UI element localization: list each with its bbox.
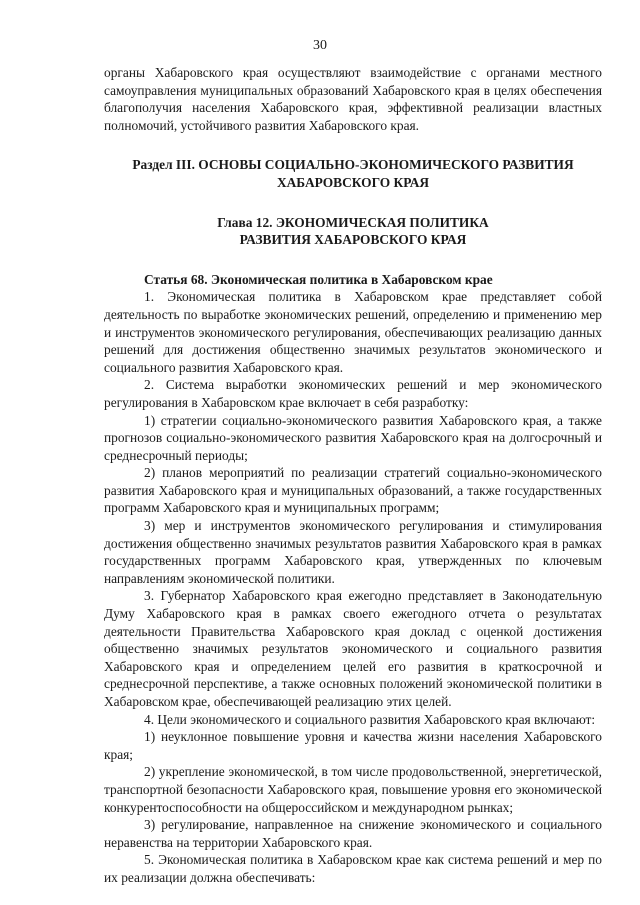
article-paragraph-2-item-3: 3) мер и инструментов экономического регулирования и стимулирования достижения общественно значимых результатов развития Хабаровского края в рамках государственных программ Хабаровского края, утвержденных по ключевым направлениям экономической политики. bbox=[104, 518, 602, 586]
article-paragraph-1: 1. Экономическая политика в Хабаровском крае представляет собой деятельность по выработке экономических решений, определению и применению мер и инструментов экономического регулирования, обеспечивающих реализацию данных решений для достижения общественно значимых результатов экономического и социального развития Хабаровского края. bbox=[104, 289, 602, 375]
article-paragraph-2-item-1: 1) стратегии социально-экономического развития Хабаровского края, а также прогнозов социально-экономического развития Хабаровского края на долгосрочный и среднесрочный периоды; bbox=[104, 412, 602, 463]
document-body bbox=[104, 64, 602, 887]
section-heading bbox=[104, 156, 602, 191]
article-paragraph-4-item-2: 2) укрепление экономической, в том числе продовольственной, энергетической, транспортной безопасности Хабаровского края, повышение уровня его экономической конкурентоспособности на общероссийском и международном рынках; bbox=[104, 764, 602, 815]
article-title: Статья 68. Экономическая политика в Хабаровском крае bbox=[144, 271, 493, 287]
article-paragraph-5: 5. Экономическая политика в Хабаровском крае как система решений и мер по их реализации должна обеспечивать: bbox=[104, 852, 602, 885]
article-paragraph-2: 2. Система выработки экономических решений и мер экономического регулирования в Хабаровском крае включает в себя разработку: bbox=[104, 377, 602, 410]
chapter-heading-line1: Глава 12. ЭКОНОМИЧЕСКАЯ ПОЛИТИКА bbox=[217, 214, 489, 230]
page-number: 30 bbox=[313, 38, 327, 53]
article-paragraph-4-item-3: 3) регулирование, направленное на снижение экономического и социального неравенства на территории Хабаровского края. bbox=[104, 817, 602, 850]
intro-paragraph: органы Хабаровского края осуществляют взаимодействие с органами местного самоуправления муниципальных образований Хабаровского края в целях обеспечения благополучия населения Хабаровского края, эффективной реализации властных полномочий, устойчивого развития Хабаровского края. bbox=[104, 65, 602, 133]
chapter-heading-line2: РАЗВИТИЯ ХАБАРОВСКОГО КРАЯ bbox=[239, 232, 467, 248]
section-heading-line2: ХАБАРОВСКОГО КРАЯ bbox=[276, 174, 430, 190]
section-heading-line1: Раздел III. ОСНОВЫ СОЦИАЛЬНО-ЭКОНОМИЧЕСКОГО РАЗВИТИЯ bbox=[132, 157, 574, 173]
article-paragraph-3: 3. Губернатор Хабаровского края ежегодно представляет в Законодательную Думу Хабаровского края в рамках своего ежегодного отчета о результатах деятельности Правительства Хабаровского края доклад с оценкой достижения общественно значимых результатов экономического и социального развития Хабаровского края и определением целей его развития в краткосрочной и среднесрочной перспективе, а также основных положений экономической политики в Хабаровском крае, обеспечивающей реализацию этих целей. bbox=[104, 588, 602, 709]
article-paragraph-4: 4. Цели экономического и социального развития Хабаровского края включают: bbox=[144, 711, 596, 727]
article-paragraph-4-item-1: 1) неуклонное повышение уровня и качества жизни населения Хабаровского края; bbox=[104, 729, 602, 762]
chapter-heading bbox=[104, 214, 602, 249]
article-paragraph-2-item-2: 2) планов мероприятий по реализации стратегий социально-экономического развития Хабаровского края и муниципальных образований, а также государственных программ Хабаровского края и муниципальных программ; bbox=[104, 465, 602, 516]
